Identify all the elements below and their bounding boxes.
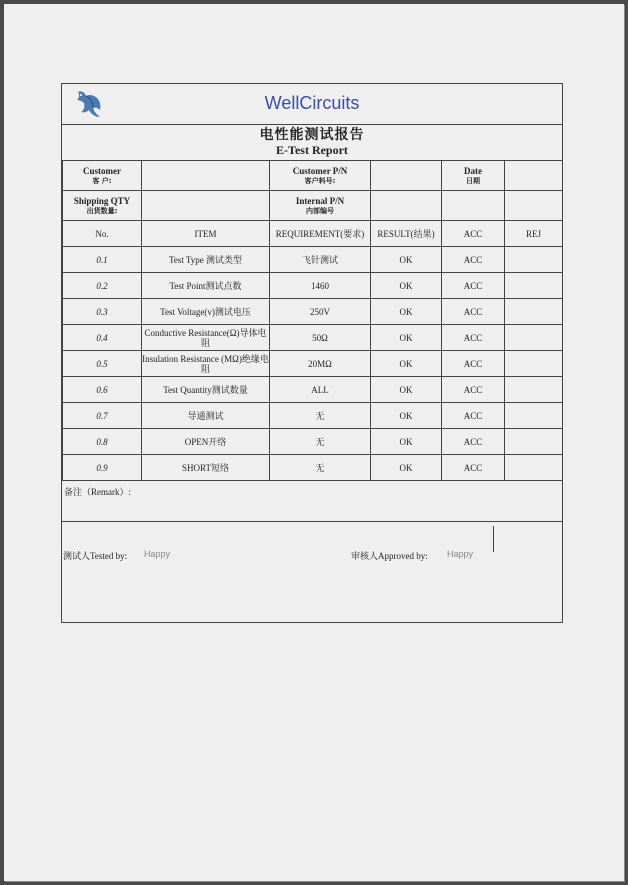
customer-value (142, 161, 270, 191)
shipping-qty-value (142, 191, 270, 221)
row-rej (505, 273, 563, 299)
row-no: 0.4 (63, 325, 142, 351)
row-rej (505, 377, 563, 403)
customer-pn-label: Customer P/N 客户料号: (270, 161, 371, 191)
table-row (63, 273, 563, 299)
remark-section (62, 484, 562, 522)
row-item: Test Point测试点数 (142, 273, 270, 299)
report-title-cn: 电性能测试报告 (259, 127, 365, 143)
table-row (63, 455, 563, 481)
brand-name: WellCircuits (264, 93, 360, 113)
tested-by-label: 测试人Tested by: (63, 551, 128, 561)
table-row (63, 247, 563, 273)
row-item: Insulation Resistance (MΩ)绝缘电阻 (142, 351, 270, 377)
row-requirement: 250V (270, 299, 371, 325)
row-acc: ACC (442, 351, 505, 377)
internal-pn-label: Internal P/N 内部编号 (270, 191, 371, 221)
row-rej (505, 403, 563, 429)
info-row-customer (63, 161, 563, 191)
row-result: OK (371, 351, 442, 377)
row-item: 导通测试 (142, 403, 270, 429)
blank-cell (505, 191, 563, 221)
row-rej (505, 455, 563, 481)
table-row (63, 377, 563, 403)
row-acc: ACC (442, 273, 505, 299)
row-acc: ACC (442, 325, 505, 351)
row-requirement: 无 (270, 403, 371, 429)
row-item: Test Voltage(v)测试电压 (142, 299, 270, 325)
customer-label: Customer 客 户: (63, 161, 142, 191)
info-row-shipping (63, 191, 563, 221)
customer-pn-value (371, 161, 442, 191)
row-rej (505, 299, 563, 325)
row-no: 0.3 (63, 299, 142, 325)
row-requirement: ALL (270, 377, 371, 403)
col-header-no: No. (63, 221, 142, 247)
row-item: OPEN开络 (142, 429, 270, 455)
tested-by-value: Happy (144, 549, 171, 559)
table-row (63, 403, 563, 429)
row-result: OK (371, 403, 442, 429)
row-result: OK (371, 429, 442, 455)
row-no: 0.9 (63, 455, 142, 481)
row-result: OK (371, 325, 442, 351)
document-page (4, 4, 624, 881)
col-header-item: ITEM (142, 221, 270, 247)
date-label: Date 日期 (442, 161, 505, 191)
test-report (61, 83, 563, 623)
col-header-requirement: REQUIREMENT(要求) (270, 221, 371, 247)
row-item: Conductive Resistance(Ω)导体电阻 (142, 325, 270, 351)
row-result: OK (371, 377, 442, 403)
row-acc: ACC (442, 455, 505, 481)
row-requirement: 50Ω (270, 325, 371, 351)
row-requirement: 1460 (270, 273, 371, 299)
row-acc: ACC (442, 299, 505, 325)
remark-label: 备注（Remark）: (64, 487, 131, 497)
row-result: OK (371, 455, 442, 481)
row-item: Test Quantity测试数量 (142, 377, 270, 403)
table-header-row (63, 221, 563, 247)
internal-pn-value (371, 191, 442, 221)
row-requirement: 无 (270, 455, 371, 481)
report-table (62, 160, 563, 481)
col-header-rej: REJ (505, 221, 563, 247)
row-requirement: 无 (270, 429, 371, 455)
table-row (63, 299, 563, 325)
row-no: 0.8 (63, 429, 142, 455)
col-header-result: RESULT(结果) (371, 221, 442, 247)
row-requirement: 20MΩ (270, 351, 371, 377)
row-rej (505, 429, 563, 455)
row-acc: ACC (442, 377, 505, 403)
row-result: OK (371, 273, 442, 299)
row-rej (505, 325, 563, 351)
row-rej (505, 247, 563, 273)
row-item: Test Type 测试类型 (142, 247, 270, 273)
date-value (505, 161, 563, 191)
row-item: SHORT短络 (142, 455, 270, 481)
shipping-qty-label: Shipping QTY 出货数量: (63, 191, 142, 221)
table-row (63, 351, 563, 377)
report-title-en: E-Test Report (276, 143, 348, 157)
table-row (63, 429, 563, 455)
row-no: 0.1 (63, 247, 142, 273)
approved-by-value: Happy (447, 549, 474, 559)
row-result: OK (371, 299, 442, 325)
signature-row (62, 549, 562, 563)
row-requirement: 飞针测试 (270, 247, 371, 273)
approved-by-label: 审核人Approved by: (351, 551, 428, 561)
row-acc: ACC (442, 403, 505, 429)
row-no: 0.6 (63, 377, 142, 403)
row-no: 0.7 (63, 403, 142, 429)
logo-header (62, 84, 562, 125)
table-row (63, 325, 563, 351)
row-acc: ACC (442, 429, 505, 455)
row-acc: ACC (442, 247, 505, 273)
row-no: 0.2 (63, 273, 142, 299)
row-no: 0.5 (63, 351, 142, 377)
row-rej (505, 351, 563, 377)
row-result: OK (371, 247, 442, 273)
blank-cell (442, 191, 505, 221)
col-header-acc: ACC (442, 221, 505, 247)
